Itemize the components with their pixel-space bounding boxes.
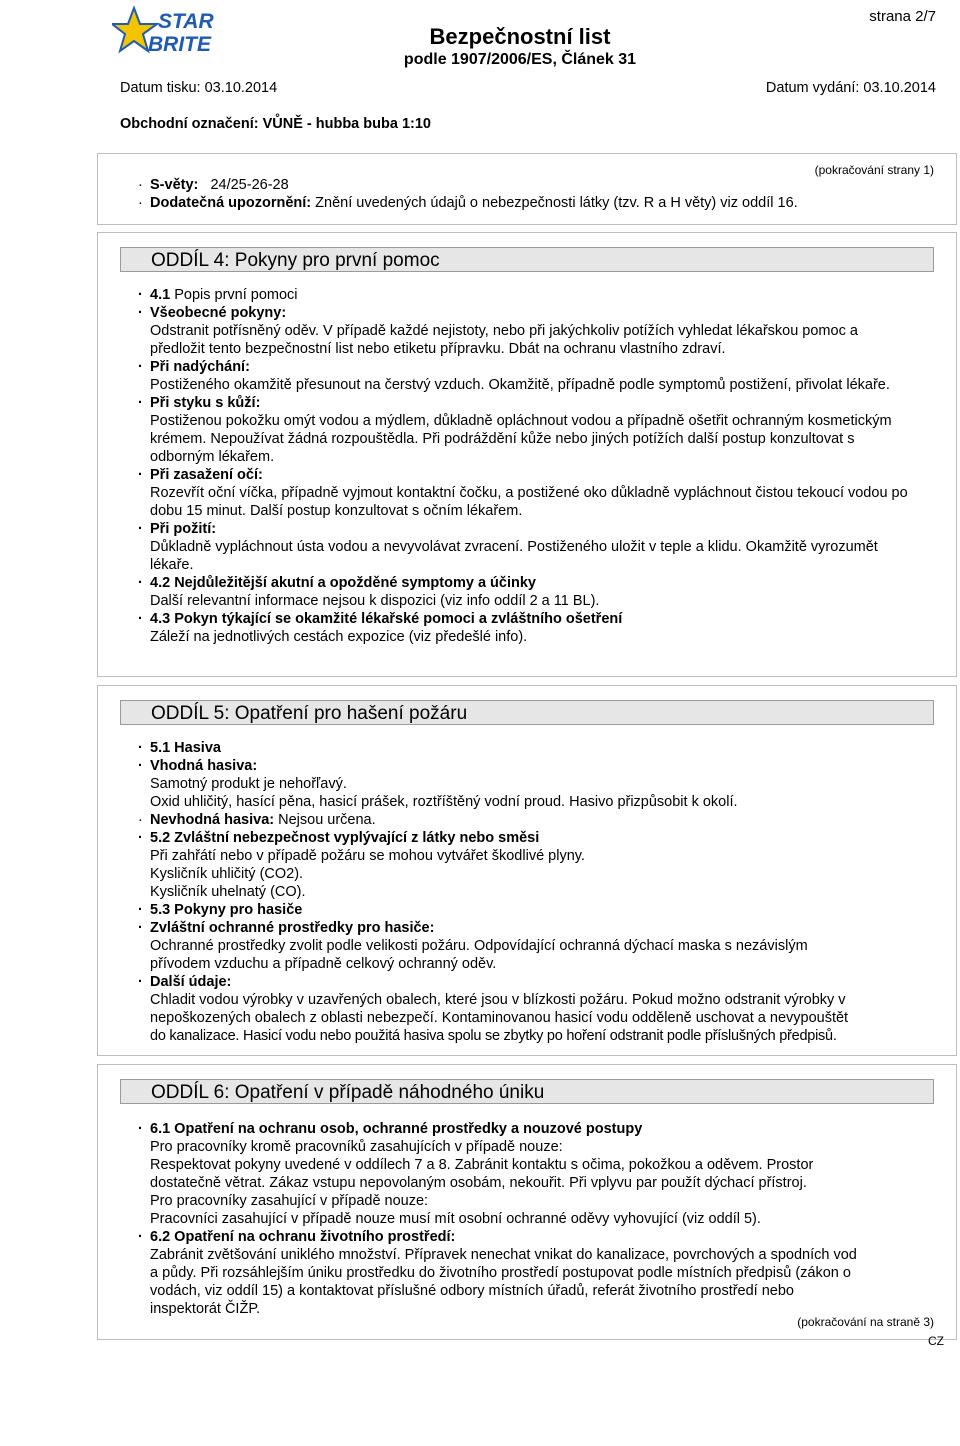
other-label: · Další údaje: — [138, 974, 232, 990]
s-phrases-row: · S-věty: 24/25-26-28 — [138, 177, 289, 193]
block1-content — [138, 176, 936, 212]
logo-line2: BRITE — [148, 33, 211, 56]
env-text-4: inspektorát ČIŽP. — [150, 1301, 261, 1317]
h41-row: · 4.1 Popis první pomoci — [138, 287, 298, 303]
section-5-content — [138, 739, 936, 1045]
h43-text: Záleží na jednotlivých cestách expozice (viz předešlé info). — [150, 629, 528, 645]
env-text-3: vodách, viz oddíl 15) a kontaktovat příslušné odbory místních úřadů, referát životního prostředí nebo — [150, 1283, 794, 1299]
s-phrases-value: 24/25-26-28 — [210, 177, 289, 193]
extra-notes-value: Znění uvedených údajů o nebezpečnosti látky (tzv. R a H věty) viz oddíl 16. — [315, 195, 798, 211]
general-text-2: předložit tento bezpečnostní list nebo etiketu přípravku. Dbát na ochranu vlastního zdraví. — [150, 341, 726, 357]
h41-title: Popis první pomoci — [174, 287, 298, 303]
continued-from: (pokračování strany 1) — [814, 163, 934, 177]
h52-text-3: Kysličník uhelnatý (CO). — [150, 884, 306, 900]
continuation-block — [97, 153, 957, 225]
h42-title: Nejdůležitější akutní a opožděné symptomy a účinky — [174, 575, 536, 591]
document-title: Bezpečnostní list — [429, 24, 611, 49]
eyes-label: · Při zasažení očí: — [138, 467, 263, 483]
s-phrases-label: S-věty: — [150, 177, 199, 193]
h62-title: · 6.2 Opatření na ochranu životního prostředí: — [138, 1229, 456, 1245]
h61-title: · 6.1 Opatření na ochranu osob, ochranné prostředky a nouzové postupy — [138, 1121, 643, 1137]
unsuitable-value: Nejsou určena. — [278, 812, 376, 828]
h53-title: · 5.3 Pokyny pro hasiče — [138, 902, 303, 918]
section-4 — [97, 232, 957, 677]
print-date: Datum tisku: 03.10.2014 — [120, 80, 278, 96]
extra-notes-row: · Dodatečná upozornění: Znění uvedených údajů o nebezpečnosti látky (tzv. R a H věty) viz oddíl 16. — [138, 195, 798, 211]
section-5-header — [120, 700, 934, 725]
skin-text: Postiženou pokožku omýt vodou a mýdlem, důkladně opláchnout vodou a případně ošetřit ochranným kosmetickým krémem. Nepoužívat žádná rozpouštědla. Při podráždění kůže nebo jiných potížích další postup konzultovat s odborným lékařem. — [150, 413, 892, 465]
section-4-title: ODDÍL 4: Pokyny pro první pomoc — [151, 250, 440, 271]
section-5 — [97, 685, 957, 1056]
section-4-header — [120, 247, 934, 272]
continued-on: (pokračování na straně 3) — [797, 1315, 934, 1329]
section-6-header — [120, 1079, 934, 1104]
h52-text-2: Kysličník uhličitý (CO2). — [150, 866, 304, 882]
h51-title: · 5.1 Hasiva — [138, 740, 221, 756]
h52-title: · 5.2 Zvláštní nebezpečnost vyplývající z látky nebo směsi — [138, 830, 540, 846]
suitable-text-2: Oxid uhličitý, hasící pěna, hasicí prášek, roztříštěný vodní proud. Hasivo přizpůsobit k okolí. — [150, 794, 738, 810]
env-text-2: a půdy. Při rozsáhlejším úniku prostředku do životního prostředí postupovat podle místních předpisů (zákon o — [150, 1265, 851, 1281]
s6-text-4: Pro pracovníky zasahující v případě nouze: — [150, 1193, 429, 1209]
other-text-3: do kanalizace. Hasicí vodu nebo použitá hasiva spolu se zbytky po hoření odstranit podle příslušných předpisů. — [150, 1028, 837, 1044]
h42-text: Další relevantní informace nejsou k dispozici (viz info oddíl 2 a 11 BL). — [150, 593, 600, 609]
other-text-1: Chladit vodou výrobky v uzavřených obalech, které jsou v blízkosti požáru. Pokud možno odstranit výrobky v — [150, 992, 846, 1008]
section-6 — [97, 1064, 957, 1340]
star-brite-logo — [112, 6, 242, 56]
h43-title: Pokyn týkající se okamžité lékařské pomoci a zvláštního ošetření — [174, 611, 623, 627]
section-6-title: ODDÍL 6: Opatření v případě náhodného úniku — [151, 1082, 545, 1103]
section-6-content — [138, 1120, 936, 1318]
inhalation-label: · Při nadýchání: — [138, 359, 250, 375]
extra-notes-label: Dodatečná upozornění: — [150, 195, 312, 211]
skin-label: · Při styku s kůží: — [138, 395, 261, 411]
s6-text-3: dostatečně větrat. Zákaz vstupu nepovolaným osobám, nekouřit. Při vplyvu par použít dýchací přístroj. — [150, 1175, 807, 1191]
suitable-text-1: Samotný produkt je nehořľavý. — [150, 776, 347, 792]
section-4-content — [138, 286, 936, 646]
ppe-label: · Zvláštní ochranné prostředky pro hasiče: — [138, 920, 435, 936]
ingestion-label: · Při požití: — [138, 521, 217, 537]
h43-row: · 4.3 Pokyn týkající se okamžité lékařské pomoci a zvláštního ošetření — [138, 611, 623, 627]
s6-text-5: Pracovníci zasahující v případě nouze musí mít osobní ochranné oděvy vyhovující (viz oddíl 5). — [150, 1211, 761, 1227]
unsuitable-label: Nevhodná hasiva: — [150, 812, 275, 828]
s6-text-1: Pro pracovníky kromě pracovníků zasahujících v případě nouze: — [150, 1139, 563, 1155]
s6-text-2: Respektovat pokyny uvedené v oddílech 7 a 8. Zabránit kontaktu s očima, pokožkou a oděvem. Prostor — [150, 1157, 814, 1173]
issue-date: Datum vydání: 03.10.2014 — [765, 80, 936, 96]
general-text-1: Odstranit potřísněný oděv. V případě každé nejistoty, nebo při jakýchkoliv potížích vyhledat lékařskou pomoc a — [150, 323, 858, 339]
env-text-1: Zabránit zvětšování uniklého množství. Přípravek nenechat vnikat do kanalizace, povrchových a spodních vod — [150, 1247, 857, 1263]
language-code: CZ — [928, 1334, 944, 1348]
section-5-title: ODDÍL 5: Opatření pro hašení požáru — [151, 703, 468, 724]
ppe-text-2: přívodem vzduchu a případně celkový ochranný oděv. — [150, 956, 497, 972]
ingestion-text: Důkladně vypláchnout ústa vodou a nevyvolávat zvracení. Postiženého uložit v teple a klidu. Okamžitě vyrozumět lékaře. — [150, 539, 878, 573]
eyes-text: Rozevřít oční víčka, případně vyjmout kontaktní čočku, a postižené oko důkladně vypláchnout čistou tekoucí vodou po dobu 15 minut. Další postup konzultovat s očním lékařem. — [150, 485, 908, 519]
logo-line1: STAR — [158, 10, 214, 33]
general-label: · Všeobecné pokyny: — [138, 305, 287, 321]
document-subtitle: podle 1907/2006/ES, Článek 31 — [403, 51, 637, 68]
h42-row: · 4.2 Nejdůležitější akutní a opožděné symptomy a účinky — [138, 575, 536, 591]
page-number: strana 2/7 — [869, 8, 936, 25]
h52-text-1: Při zahřátí nebo v případě požáru se mohou vytvářet škodlivé plyny. — [150, 848, 585, 864]
inhalation-text: Postiženého okamžitě přesunout na čerstvý vzduch. Okamžitě, případně podle symptomů postižení, přivolat lékaře. — [150, 377, 890, 393]
other-text-2: nepoškozených obalech z oblasti nebezpečí. Kontaminovanou hasicí vodu odděleně uschovat a nevypouštět — [150, 1010, 849, 1026]
ppe-text-1: Ochranné prostředky zvolit podle velikosti požáru. Odpovídající ochranná dýchací maska s nezávislým — [150, 938, 808, 954]
unsuitable-row: · Nevhodná hasiva: Nejsou určena. — [138, 812, 376, 828]
trade-name: Obchodní označení: VŮNĚ - hubba buba 1:10 — [120, 116, 431, 132]
suitable-label: · Vhodná hasiva: — [138, 758, 258, 774]
